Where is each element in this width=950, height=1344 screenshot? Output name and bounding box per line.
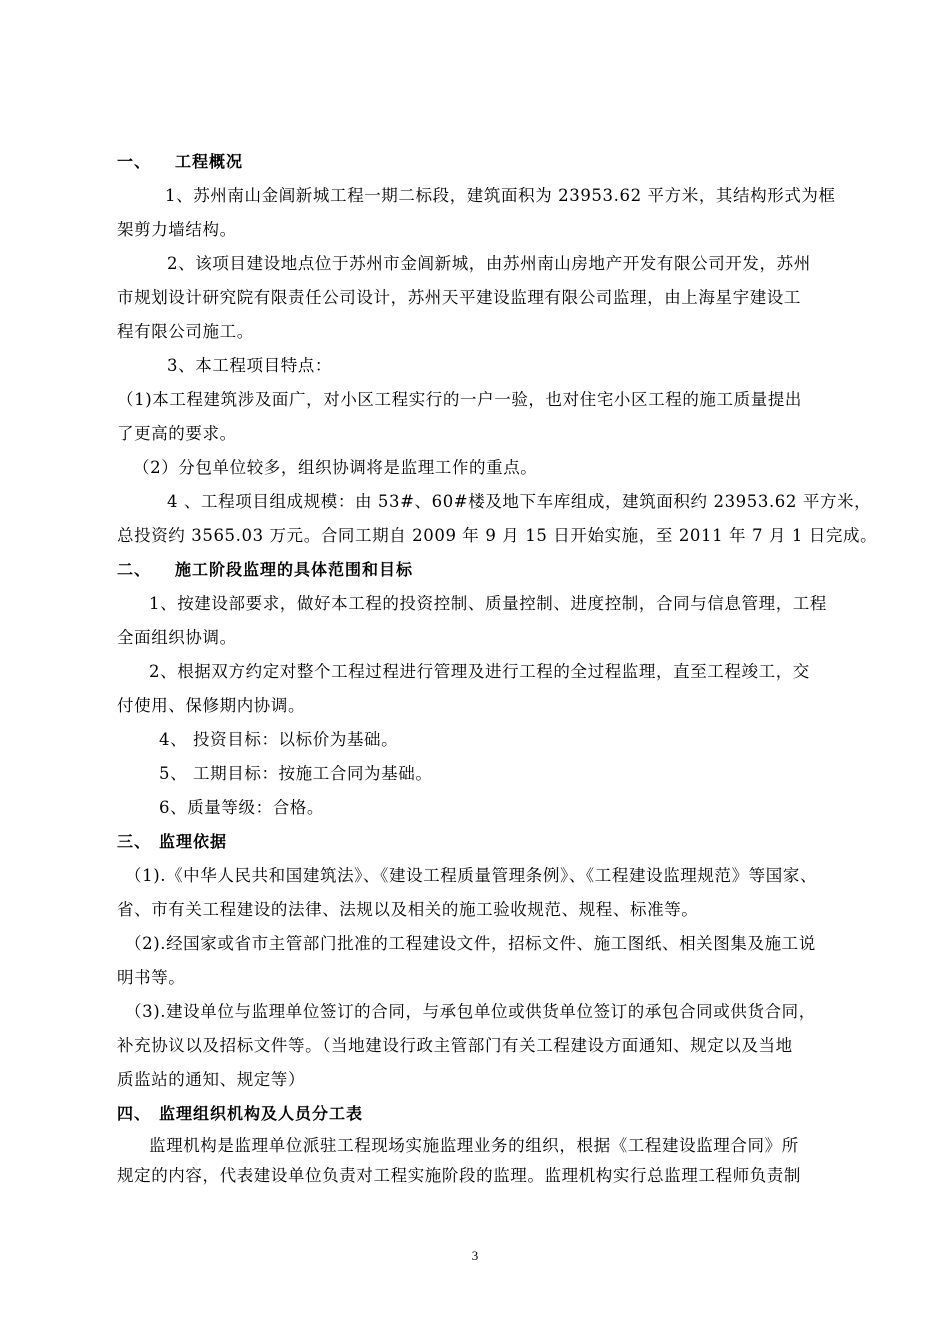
section-4-heading [117, 1097, 883, 1131]
section-1-line-5: 程有限公司施工。 [117, 322, 254, 341]
section-1-line-11: 总投资约 3565.03 万元。合同工期自 2009 年 9 月 15 日开始实施，至 2011 年 7 月 1 日完成。 [117, 526, 878, 545]
section-1-line-3: 2、该项目建设地点位于苏州市金阊新城，由苏州南山房地产开发有限公司开发，苏州 [167, 254, 811, 273]
section-1-line-4: 市规划设计研究院有限责任公司设计，苏州天平建设监理有限公司监理，由上海星宇建设工 [117, 288, 801, 307]
section-3-line-2: 省、市有关工程建设的法律、法规以及相关的施工验收规范、规程、标准等。 [117, 900, 699, 919]
section-3-line-4: 明书等。 [117, 968, 186, 987]
section-2-line-6: 5、 工期目标：按施工合同为基础。 [159, 764, 433, 783]
section-1-line-7: （1)本工程建筑涉及面广，对小区工程实行的一户一验，也对住宅小区工程的施工质量提出 [117, 390, 803, 409]
section-3-line-1: （1).《中华人民共和国建筑法》、《建设工程质量管理条例》、《工程建设监理规范》等国家、 [125, 866, 818, 885]
section-4-line-2: 规定的内容，代表建设单位负责对工程实施阶段的监理。监理机构实行总监理工程师负责制 [117, 1166, 801, 1185]
section-1-line-10: 4 、工程项目组成规模：由 53#、60#楼及地下车库组成，建筑面积约 23953.62 平方米， [167, 492, 872, 511]
section-1-line-1: 1、苏州南山金阊新城工程一期二标段，建筑面积为 23953.62 平方米，其结构形式为框 [165, 186, 836, 205]
section-3-line-5: （3).建设单位与监理单位签订的合同，与承包单位或供货单位签订的承包合同或供货合同， [125, 1002, 816, 1021]
section-3-title: 监理依据 [159, 832, 228, 851]
section-3-line-3: （2).经国家或省市主管部门批准的工程建设文件，招标文件、施工图纸、相关图集及施工说 [125, 934, 816, 953]
section-1-line-6: 3、本工程项目特点： [167, 356, 332, 375]
section-4-number: 四、 [117, 1104, 152, 1123]
section-2-line-1: 1、按建设部要求，做好本工程的投资控制、质量控制、进度控制，合同与信息管理，工程 [149, 594, 827, 613]
section-2-title: 施工阶段监理的具体范围和目标 [175, 560, 414, 579]
section-1-number: 一、 [117, 152, 152, 171]
section-4-line-1: 监理机构是监理单位派驻工程现场实施监理业务的组织，根据《工程建设监理合同》所 [149, 1136, 799, 1155]
section-2-line-4: 付使用、保修期内协调。 [117, 696, 306, 715]
section-3-number: 三、 [117, 832, 152, 851]
section-1-line-8: 了更高的要求。 [117, 424, 237, 443]
section-2-line-5: 4、 投资目标：以标价为基础。 [159, 730, 399, 749]
section-3-line-6: 补充协议以及招标文件等。（当地建设行政主管部门有关工程建设方面通知、规定以及当地 [117, 1036, 793, 1055]
section-1-heading [117, 145, 883, 179]
page-number: 3 [471, 1248, 479, 1263]
section-2-number: 二、 [117, 560, 152, 579]
section-2-line-2: 全面组织协调。 [117, 628, 237, 647]
section-1-title: 工程概况 [175, 152, 244, 171]
document-page [117, 145, 883, 1191]
section-4-title: 监理组织机构及人员分工表 [159, 1104, 364, 1123]
section-1-line-9: （2）分包单位较多，组织协调将是监理工作的重点。 [133, 458, 538, 477]
section-1-line-2: 架剪力墙结构。 [117, 220, 237, 239]
section-2-heading [117, 553, 883, 587]
section-3-line-7: 质监站的通知、规定等） [117, 1070, 306, 1089]
section-2-line-7: 6、质量等级：合格。 [159, 798, 324, 817]
section-2-line-3: 2、根据双方约定对整个工程过程进行管理及进行工程的全过程监理，直至工程竣工，交 [149, 662, 810, 681]
section-3-heading [117, 825, 883, 859]
